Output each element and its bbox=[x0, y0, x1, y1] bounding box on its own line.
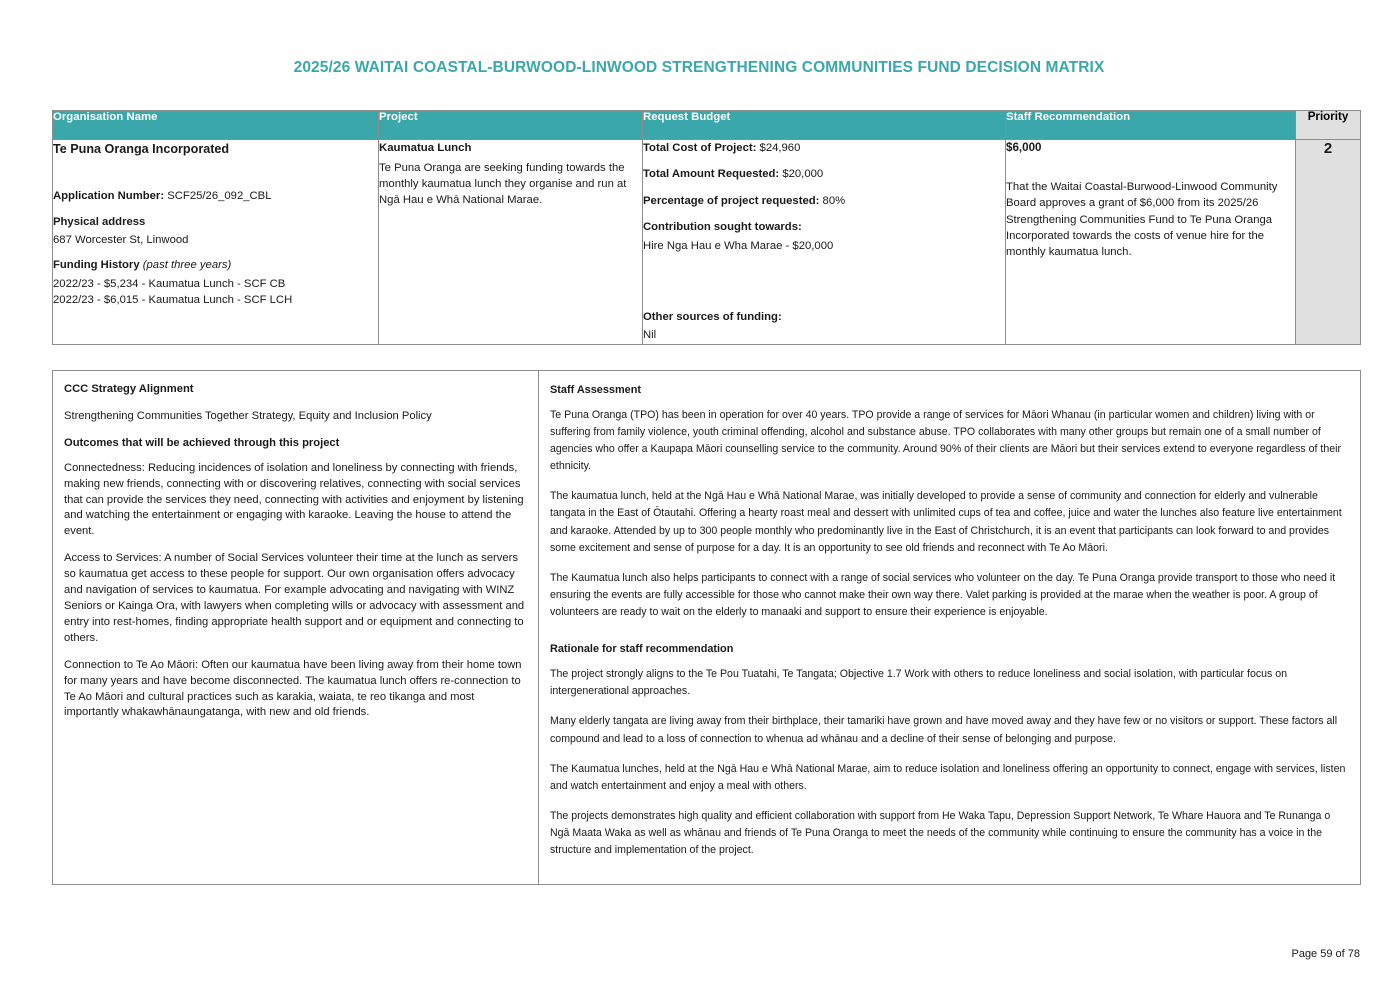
decision-matrix-table bbox=[52, 110, 1361, 345]
staff-assessment-heading: Staff Assessment bbox=[550, 384, 641, 396]
cell-staff-recommendation bbox=[1006, 140, 1296, 345]
total-cost-value: $24,960 bbox=[759, 142, 801, 154]
rationale-paragraph: The project strongly aligns to the Te Pou Tuatahi, Te Tangata; Objective 1.7 Work with others to reduce loneliness and social isolation, with particular focus on intergenerational approaches. bbox=[550, 668, 1288, 698]
funding-history-title: Funding History bbox=[53, 259, 140, 272]
project-title: Kaumatua Lunch bbox=[379, 142, 472, 154]
recommendation-text: That the Waitai Coastal-Burwood-Linwood Community Board approves a grant of $6,000 from its 2025/26 Strengthening Communities Fund to Te Puna Oranga Incorporated towards the costs of venue hire for the monthly kaumatua lunch. bbox=[1006, 180, 1278, 259]
page-title: 2025/26 WAITAI COASTAL-BURWOOD-LINWOOD STRENGTHENING COMMUNITIES FUND DECISION MATRIX bbox=[293, 59, 1105, 76]
column-header-request-budget: Request Budget bbox=[643, 111, 1006, 140]
cell-project bbox=[379, 140, 643, 345]
total-requested-label: Total Amount Requested: bbox=[643, 168, 780, 181]
outcomes-heading: Outcomes that will be achieved through this project bbox=[64, 436, 340, 449]
physical-address-label: Physical address bbox=[53, 215, 146, 228]
table-header-row bbox=[53, 111, 1361, 140]
recommended-amount: $6,000 bbox=[1006, 141, 1042, 154]
total-requested-value: $20,000 bbox=[782, 168, 824, 181]
cell-staff-assessment bbox=[539, 371, 1361, 885]
staff-assessment-paragraph: The Kaumatua lunch also helps participants to connect with a range of social services who volunteer on the day. Te Puna Oranga provide transport to those who need it ensuring the events are fully accessible for those who cannot make their own way there. Valet parking is provided at the marae when the weather is poor. A group of volunteers are ready to wait on the elderly to manaaki and support to ensure their experience is enjoyable. bbox=[550, 571, 1336, 619]
staff-assessment-paragraph: Te Puna Oranga (TPO) has been in operation for over 40 years. TPO provide a range of services for Māori Whanau (in particular women and children) living with or suffering from family violence, youth criminal offending, alcohol and substance abuse. TPO collaborates with many other groups but remain one of a small number of agencies who offer a Kaupapa Māori counselling service to the community. Around 90% of their clients are Māori but their services extend to everyone regardless of their ethnicity. bbox=[550, 408, 1342, 473]
application-number-value: SCF25/26_092_CBL bbox=[167, 190, 272, 203]
cell-organisation bbox=[53, 140, 379, 345]
cell-request-budget bbox=[643, 140, 1006, 345]
assessment-table-container bbox=[52, 370, 1360, 885]
organisation-name: Te Puna Oranga Incorporated bbox=[53, 142, 230, 156]
contribution-sought-value: Hire Nga Hau e Wha Marae - $20,000 bbox=[643, 239, 834, 252]
cell-ccc-strategy-alignment bbox=[53, 371, 539, 885]
assessment-row bbox=[53, 371, 1361, 885]
contribution-sought-label: Contribution sought towards: bbox=[643, 221, 802, 234]
column-header-staff-recommendation: Staff Recommendation bbox=[1006, 111, 1296, 140]
application-number-label: Application Number: bbox=[53, 190, 165, 203]
page-footer: Page 59 of 78 bbox=[1291, 948, 1360, 960]
assessment-table bbox=[52, 370, 1361, 885]
ccc-strategy-value: Strengthening Communities Together Strategy, Equity and Inclusion Policy bbox=[64, 409, 432, 422]
funding-history-entry: 2022/23 - $5,234 - Kaumatua Lunch - SCF CB bbox=[53, 277, 286, 290]
funding-history-label bbox=[53, 257, 378, 273]
ccc-strategy-alignment-heading: CCC Strategy Alignment bbox=[64, 383, 194, 395]
column-header-priority: Priority bbox=[1296, 111, 1361, 140]
rationale-paragraph: The projects demonstrates high quality and efficient collaboration with support from He Waka Tapu, Depression Support Network, Te Whare Hauora and Te Runanga o Ngā Maata Waka as well as whānau and friends of Te Puna Oranga to meet the needs of the community while continuing to ensure the community has a voice in the structure and implementation of the project. bbox=[550, 809, 1331, 857]
outcome-paragraph: Access to Services: A number of Social Services volunteer their time at the lunch as servers so kaumatua get access to these people for support. Our own organisation offers advocacy and navigation of services to kaumatua. For example advocating and navigating with WINZ Seniors or Kainga Ora, with lawyers when completing wills or advocacy with assessment and entry into rest-homes, finding appropriate health support and or equipment and connecting to others. bbox=[64, 552, 525, 644]
column-header-project: Project bbox=[379, 111, 643, 140]
staff-assessment-paragraph: The kaumatua lunch, held at the Ngā Hau e Whā National Marae, was initially developed to provide a sense of community and connection for elderly and vulnerable tangata in the East of Ōtautahi. Offering a hearty roast meal and dessert with unlimited cups of tea and coffee, juice and water the lunches also feature live entertainment and karaoke. Attended by up to 300 people monthly who predominantly live in the East of Christchurch, it is an event that participants can look forward to and provides some excitement and sense of purpose for a day. It is an opportunity to see old friends and reconnect with Te Ao Māori. bbox=[550, 490, 1342, 554]
decision-matrix-table-container bbox=[52, 110, 1360, 345]
cell-priority-value: 2 bbox=[1296, 140, 1361, 345]
application-number bbox=[53, 188, 378, 204]
physical-address-value: 687 Worcester St, Linwood bbox=[53, 234, 189, 246]
total-cost-label: Total Cost of Project: bbox=[643, 142, 757, 154]
column-header-organisation: Organisation Name bbox=[53, 111, 379, 140]
other-sources-label: Other sources of funding: bbox=[643, 310, 782, 323]
rationale-paragraph: Many elderly tangata are living away from their birthplace, their tamariki have grown and have moved away and they have few or no visitors or support. These factors all compound and lead to a loss of connection to whenua ad whānau and a decline of their sense of belonging and purpose. bbox=[550, 715, 1338, 745]
funding-history-entry: 2022/23 - $6,015 - Kaumatua Lunch - SCF LCH bbox=[53, 294, 293, 307]
percentage-label: Percentage of project requested: bbox=[643, 194, 820, 207]
outcome-paragraph: Connection to Te Ao Māori: Often our kaumatua have been living away from their home town for many years and have become disconnected. The kaumatua lunch offers re-connection to Te Ao Māori and cultural practices such as karakia, waiata, te reo tikanga and most importantly whakawhānaungatanga, with new and old friends. bbox=[64, 658, 522, 719]
project-description: Te Puna Oranga are seeking funding towards the monthly kaumatua lunch they organise and run at Ngā Hau e Whā National Marae. bbox=[379, 161, 627, 207]
rationale-heading: Rationale for staff recommendation bbox=[550, 643, 734, 656]
percentage-requested bbox=[643, 193, 1005, 209]
total-amount-requested bbox=[643, 166, 1005, 182]
budget-spacer bbox=[643, 263, 1005, 309]
other-sources-value: Nil bbox=[643, 329, 657, 342]
table-row bbox=[53, 140, 1361, 345]
percentage-value: 80% bbox=[822, 194, 846, 207]
rationale-paragraph: The Kaumatua lunches, held at the Ngā Hau e Whā National Marae, aim to reduce isolation and loneliness offering an opportunity to connect, engage with services, listen and watch entertainment and enjoy a meal with others. bbox=[550, 762, 1346, 792]
outcome-paragraph: Connectedness: Reducing incidences of isolation and loneliness by connecting with friends, making new friends, connecting with or discovering relatives, connecting with social services that can provide the services they need, connecting with activities and enjoyment by listening and watching the entertainment or engaging with karaoke. Leaving the house to attend the event. bbox=[64, 461, 524, 538]
funding-history-note: (past three years) bbox=[142, 259, 232, 272]
total-cost-of-project bbox=[643, 140, 1005, 156]
